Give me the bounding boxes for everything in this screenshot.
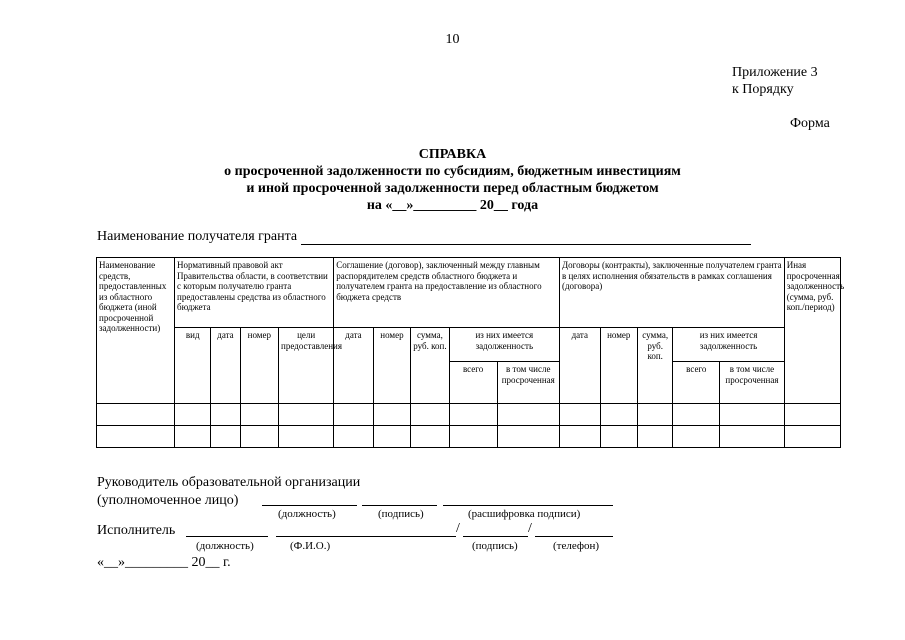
agreement-overdue-incl: в том числе просроченная <box>497 362 559 404</box>
table-row <box>97 404 841 426</box>
act-date: дата <box>211 328 240 404</box>
contract-overdue: из них имеется задолженность <box>673 328 784 362</box>
executor-name-line[interactable] <box>276 536 456 537</box>
appendix-line-1: Приложение 3 <box>732 65 818 80</box>
date-line: «__»_________ 20__ г. <box>97 555 231 570</box>
authorized-label: (уполномоченное лицо) <box>97 493 239 508</box>
executor-position-line[interactable] <box>186 536 268 537</box>
appendix-reference <box>732 64 818 98</box>
table-row <box>97 426 841 448</box>
head-decoding-line[interactable] <box>443 505 613 506</box>
slash-1: / <box>456 521 460 536</box>
position-caption: (должность) <box>278 508 336 520</box>
executor-phone-line[interactable] <box>535 536 613 537</box>
contract-number: номер <box>600 328 637 404</box>
agreement-number: номер <box>373 328 410 404</box>
act-purpose: цели предоставления <box>279 328 334 404</box>
act-type: вид <box>175 328 211 404</box>
phone-caption: (телефон) <box>553 540 600 552</box>
executor-signature-caption: (подпись) <box>472 540 518 552</box>
executor-position-caption: (должность) <box>196 540 254 552</box>
decoding-caption: (расшифровка подписи) <box>468 508 581 520</box>
executor-label: Исполнитель <box>97 523 176 538</box>
agreement-overdue: из них имеется задолженность <box>449 328 559 362</box>
signature-caption: (подпись) <box>378 508 424 520</box>
header-legal-act: Нормативный правовой акт Правительства области, в соответствии с которым получателю гранта предоставлены средства из областного бюджета <box>175 258 334 328</box>
page-number: 10 <box>445 32 460 47</box>
recipient-field[interactable] <box>301 231 751 245</box>
contract-date: дата <box>559 328 600 404</box>
recipient-label: Наименование получателя гранта <box>97 229 298 244</box>
act-number: номер <box>240 328 278 404</box>
head-label: Руководитель образовательной организации <box>97 475 361 490</box>
form-label: Форма <box>790 116 830 131</box>
title-line-2: о просроченной задолженности по субсидиям, бюджетным инвестициям <box>224 164 681 179</box>
document-title <box>150 146 755 214</box>
title-line-3: и иной просроченной задолженности перед областным бюджетом <box>246 181 659 196</box>
name-caption: (Ф.И.О.) <box>290 540 331 552</box>
slash-2: / <box>528 521 532 536</box>
title-line-4: на «__»_________ 20__ года <box>366 198 539 213</box>
executor-signature-line[interactable] <box>463 536 528 537</box>
agreement-date: дата <box>334 328 374 404</box>
head-signature-line[interactable] <box>362 505 437 506</box>
contract-sum: сумма, руб. коп. <box>638 328 673 404</box>
recipient-row <box>97 229 751 245</box>
col-other-debt: Иная просроченная задолженность (сумма, руб. коп./период) <box>784 258 840 404</box>
header-contracts: Договоры (контракты), заключенные получателем гранта в целях исполнения обязательств в рамках соглашения (договора) <box>559 258 784 328</box>
agreement-sum: сумма, руб. коп. <box>411 328 449 404</box>
agreement-overdue-total: всего <box>449 362 497 404</box>
col-funds-name: Наименование средств, предоставленных из областного бюджета (иной просроченной задолженности) <box>97 258 175 404</box>
contract-overdue-incl: в том числе просроченная <box>720 362 785 404</box>
overdue-debt-table <box>96 257 845 448</box>
title-line-1: СПРАВКА <box>418 147 487 162</box>
header-agreement: Соглашение (договор), заключенный между главным распорядителем средств областного бюджета и получателем гранта на предоставление из областного бюджета средств <box>334 258 560 328</box>
contract-overdue-total: всего <box>673 362 720 404</box>
head-position-line[interactable] <box>262 505 357 506</box>
appendix-line-2: к Порядку <box>732 82 794 97</box>
